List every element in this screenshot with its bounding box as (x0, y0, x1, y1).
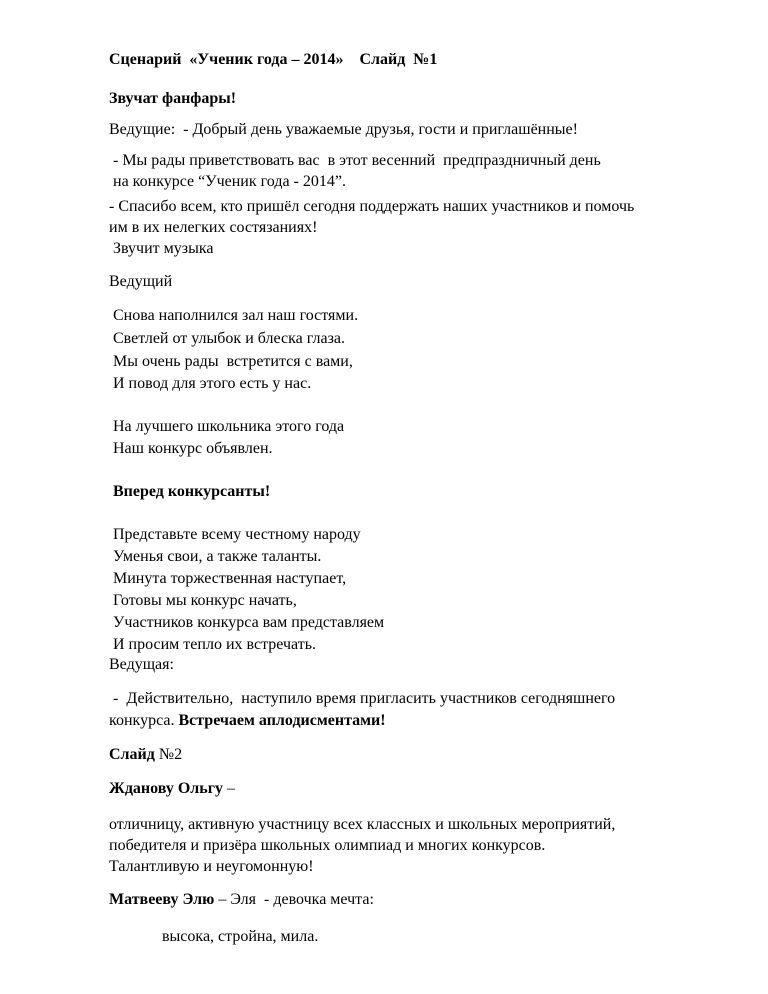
participant-1-dash: – (222, 780, 235, 797)
forward-contestants: Вперед конкурсанты! (113, 483, 271, 500)
host-label: Ведущий (109, 273, 173, 290)
poem-line: Минута торжественная наступает, (113, 570, 347, 587)
document-title: Сценарий «Ученик года – 2014» Слайд №1 (109, 51, 438, 68)
poem-line: Мы очень рады встретится с вами, (113, 353, 353, 370)
poem-line: И повод для этого есть у нас. (113, 375, 312, 392)
participant-1-heading (109, 779, 235, 799)
stage-direction-music: Звучит музыка (109, 240, 214, 257)
poem-line: Участников конкурса вам представляем (113, 614, 385, 631)
invite-text: конкурса. (109, 712, 179, 729)
thanks-line-2: им в их нелегких состязаниях! (109, 219, 318, 236)
poem-line: Готовы мы конкурс начать, (113, 592, 297, 609)
poem-line: Светлей от улыбок и блеска глаза. (113, 330, 345, 347)
poem-line: Снова наполнился зал наш гостями. (113, 307, 359, 324)
hostess-label: Ведущая: (109, 656, 174, 673)
participant-1-desc: отличницу, активную участницу всех классных и школьных мероприятий, (109, 816, 616, 833)
stage-direction-fanfare: Звучат фанфары! (109, 90, 237, 107)
host-greeting: Ведущие: - Добрый день уважаемые друзья, гости и приглашённые! (109, 121, 578, 138)
participant-2-name: Матвееву Элю (109, 891, 215, 908)
participant-2-desc: высока, стройна, мила. (162, 928, 319, 945)
greeting-line-2: на конкурсе “Ученик года - 2014”. (109, 173, 346, 190)
slide-number: №2 (158, 746, 183, 763)
participant-1-desc: Талантливую и неугомонную! (109, 858, 314, 875)
poem-line: На лучшего школьника этого года (113, 418, 345, 435)
greeting-line-1: - Мы рады приветствовать вас в этот весенний предпраздничный день (109, 152, 601, 169)
slide-label: Слайд (109, 746, 159, 763)
poem-line: Уменья свои, а также таланты. (113, 548, 322, 565)
invite-line-1: - Действительно, наступило время пригласить участников сегодняшнего (109, 690, 616, 707)
participant-2-intro: – Эля - девочка мечта: (214, 891, 374, 908)
participant-1-desc: победителя и призёра школьных олимпиад и многих конкурсов. (109, 837, 546, 854)
poem-line: И просим тепло их встречать. (113, 636, 316, 653)
poem-line: Представьте всему честному народу (113, 526, 361, 543)
participant-2-heading (109, 890, 374, 910)
invite-line-2 (109, 711, 386, 731)
slide-2-heading (109, 745, 182, 765)
applause-callout: Встречаем аплодисментами! (178, 712, 386, 729)
participant-1-name: Жданову Ольгу (109, 780, 223, 797)
poem-line: Наш конкурс объявлен. (113, 440, 273, 457)
thanks-line-1: - Спасибо всем, кто пришёл сегодня поддержать наших участников и помочь (109, 198, 635, 215)
